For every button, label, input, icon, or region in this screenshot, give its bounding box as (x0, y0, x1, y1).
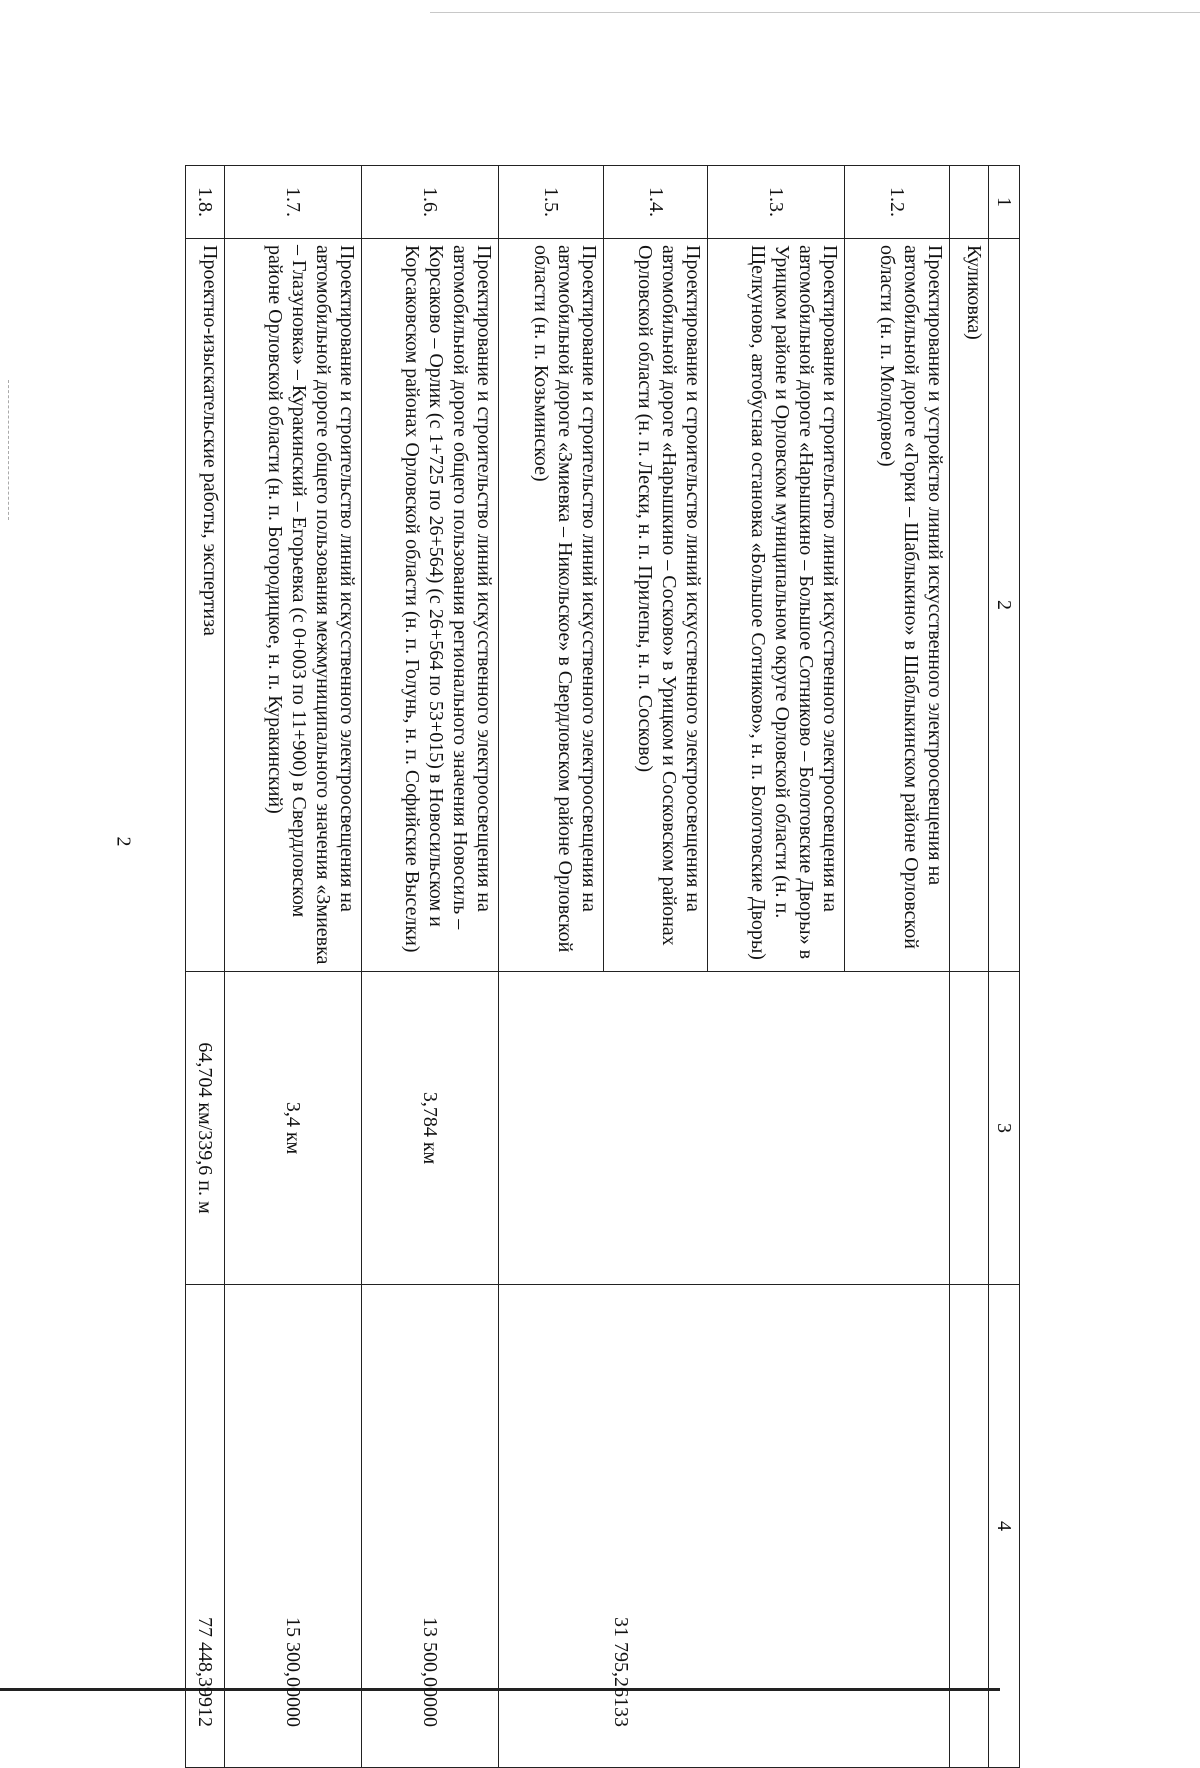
table-row (845, 166, 949, 1768)
table-header-row (989, 166, 1020, 1768)
row-length-merged (499, 972, 949, 1285)
header-col-2: 2 (989, 239, 1020, 972)
row-description: Проектирование и устройство линий искусственного электроосвещения на автомобильной дороге «Горки – Шаблыкино» в Шаблыкинском районе Орловской области (н. п. Молодовое) (845, 239, 949, 972)
row-number: 1.7. (225, 166, 362, 239)
header-col-1: 1 (989, 166, 1020, 239)
row-length: 3,4 км (225, 972, 362, 1285)
row-number: 1.2. (845, 166, 949, 239)
row-number: 1.8. (186, 166, 225, 239)
row-number: 1.5. (499, 166, 603, 239)
page-number: 2 (112, 836, 135, 847)
row-cost-merged: 31 795,26133 (499, 1285, 949, 1768)
row-number: 1.6. (362, 166, 499, 239)
document-table-rotated (185, 165, 1020, 1727)
row-length (949, 972, 988, 1285)
row-description: Проектирование и строительство линий искусственного электроосвещения на автомобильной дороге общего пользования межмуниципального значения «Змиевка – Глазуновка» – Куракинский – Егорьевка (с 0+003 по 11+900) в Свердловском районе Орловской области (н. п. Богородицкое, н. п. Куракинский) (225, 239, 362, 972)
row-number: 1.3. (708, 166, 845, 239)
row-cost: 77 448,39912 (186, 1285, 225, 1768)
row-description: Проектирование и строительство линий искусственного электроосвещения на автомобильной дороге «Нарышкино – Сосково» в Урицком и Сосковском районах Орловской области (н. п. Лески, н. п. Прилепы, н. п. Сосково) (603, 239, 707, 972)
table-row (949, 166, 988, 1768)
row-description: Проектирование и строительство линий искусственного электроосвещения на автомобильной дороге «Нарышкино – Большое Сотниково – Болотовские Дворы» в Урицком районе и Орловском муниципальном округе Орловской области (н. п. Щелкуново, автобусная остановка «Большое Сотниково», н. п. Болотовские Дворы) (708, 239, 845, 972)
row-description: Проектно-изыскательские работы, экспертиза (186, 239, 225, 972)
row-length: 64,704 км/339,6 п. м (186, 972, 225, 1285)
row-number (949, 166, 988, 239)
header-col-3: 3 (989, 972, 1020, 1285)
scan-artifact-left (8, 380, 10, 520)
table-row (225, 166, 362, 1768)
row-description: Куликовка) (949, 239, 988, 972)
row-cost: 15 300,00000 (225, 1285, 362, 1768)
header-col-4: 4 (989, 1285, 1020, 1768)
works-table (185, 165, 1020, 1768)
row-length: 3,784 км (362, 972, 499, 1285)
row-number: 1.4. (603, 166, 707, 239)
table-row-total (186, 166, 225, 1768)
row-description: Проектирование и строительство линий искусственного электроосвещения на автомобильной дороге общего пользования регионального значения Новосиль – Корсаково – Орлик (с 1+725 по 26+564) (с 26+564 по 53+015) в Новосильском и Корсаковском районах Орловской области (н. п. Голунь, н. п. Софийские Выселки) (362, 239, 499, 972)
table-row (362, 166, 499, 1768)
row-cost: 13 500,00000 (362, 1285, 499, 1768)
row-cost (949, 1285, 988, 1768)
row-description: Проектирование и строительство линий искусственного электроосвещения на автомобильной дороге «Змиевка – Никольское» в Свердловском районе Орловской области (н. п. Козьминское) (499, 239, 603, 972)
scan-artifact-top (430, 12, 1200, 13)
